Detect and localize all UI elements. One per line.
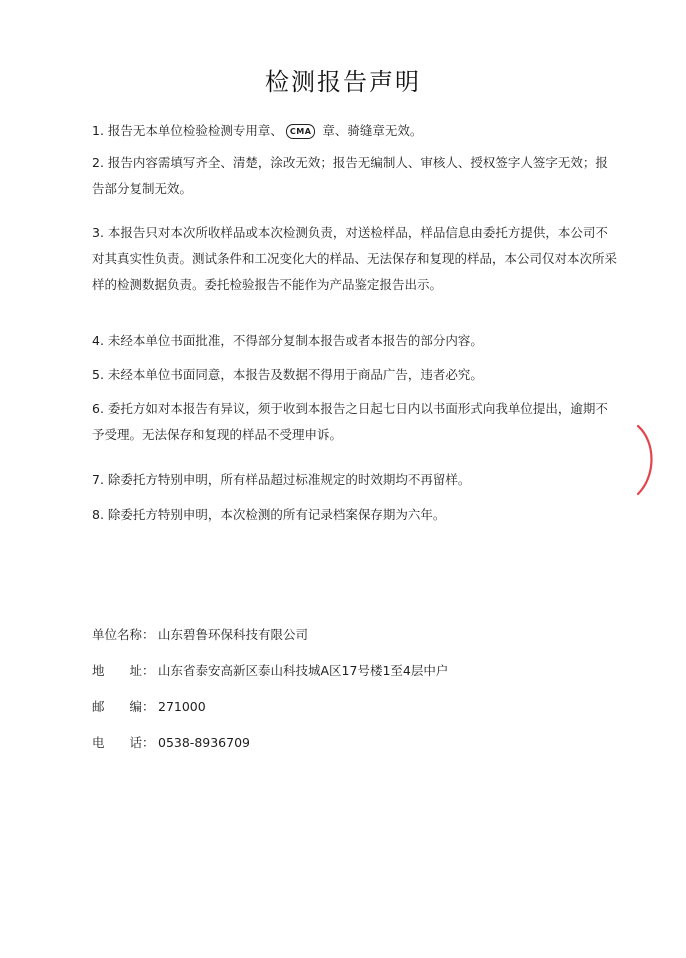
company-name-row (92, 626, 308, 644)
postcode-row (92, 698, 206, 716)
cma-mark-icon: CMA (286, 124, 316, 139)
seal-arc (638, 426, 652, 494)
company-name-label: 单位名称： (92, 627, 155, 642)
clause-2: 2. 报告内容需填写齐全、清楚，涂改无效；报告无编制人、审核人、授权签字人签字无效；报告部分复制无效。 (92, 155, 608, 196)
phone-label: 电 话： (92, 735, 155, 750)
address-value: 山东省泰安高新区泰山科技城A区17号楼1至4层中户 (158, 663, 449, 678)
phone-row (92, 734, 250, 752)
phone-value: 0538-8936709 (158, 735, 250, 750)
clause-6: 6. 委托方如对本报告有异议，须于收到本报告之日起七日内以书面形式向我单位提出，逾期不予受理。无法保存和复现的样品不受理申诉。 (92, 401, 608, 442)
postcode-value: 271000 (158, 699, 206, 714)
clause-1 (92, 118, 620, 144)
clause-1-text-before: 1. 报告无本单位检验检测专用章、 (92, 123, 283, 138)
address-row (92, 662, 448, 680)
clause-8: 8. 除委托方特别申明，本次检测的所有记录档案保存期为六年。 (92, 507, 446, 522)
clause-5: 5. 未经本单位书面同意，本报告及数据不得用于商品广告，违者必究。 (92, 367, 483, 382)
clause-7: 7. 除委托方特别申明，所有样品超过标准规定的时效期均不再留样。 (92, 472, 471, 487)
clause-3: 3. 本报告只对本次所收样品或本次检测负责，对送检样品，样品信息由委托方提供，本公司不对其真实性负责。测试条件和工况变化大的样品、无法保存和复现的样品，本公司仅对本次所采样的检测数据负责。委托检验报告不能作为产品鉴定报告出示。 (92, 225, 618, 292)
company-name-value: 山东碧鲁环保科技有限公司 (158, 627, 309, 642)
address-label: 地 址： (92, 663, 155, 678)
postcode-label: 邮 编： (92, 699, 155, 714)
clause-4: 4. 未经本单位书面批准，不得部分复制本报告或者本报告的部分内容。 (92, 333, 483, 348)
seal-stamp-edge-icon (600, 420, 660, 500)
clause-1-text-after: 章、骑缝章无效。 (318, 123, 423, 138)
document-title: 检测报告声明 (265, 68, 421, 96)
